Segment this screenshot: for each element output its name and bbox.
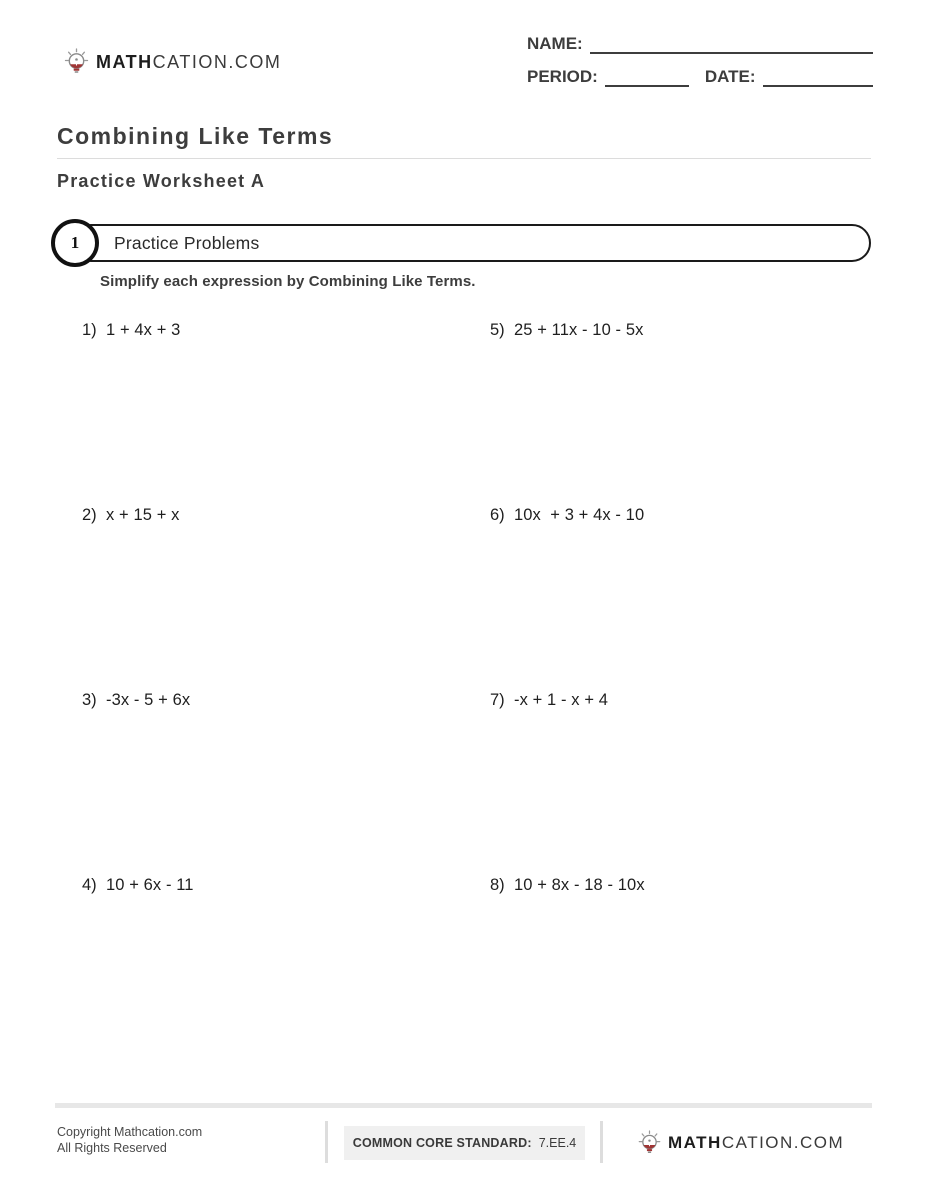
problem-7: [490, 690, 871, 875]
problem-number: 5): [490, 321, 505, 339]
problem-number: 8): [490, 876, 505, 894]
section-label: Practice Problems: [114, 232, 260, 253]
section-pill: [72, 224, 871, 262]
problem-number: 6): [490, 506, 505, 524]
problem-3: [82, 690, 490, 875]
worksheet-subtitle: Practice Worksheet A: [57, 171, 266, 191]
problem-expression: 1 + 4x + 3: [106, 321, 181, 339]
problem-expression: -3x - 5 + 6x: [106, 691, 191, 709]
title-divider: [57, 158, 871, 159]
problem-1: [82, 320, 490, 505]
footer-vertical-divider-left: [325, 1121, 328, 1163]
name-label: NAME:: [527, 34, 583, 53]
problem-4: [82, 875, 490, 1060]
common-core-standard-badge: [344, 1126, 585, 1160]
student-info-fields: [527, 34, 873, 87]
section-banner: [51, 219, 871, 267]
name-row: [527, 34, 873, 54]
problem-expression: 25 + 11x - 10 - 5x: [514, 321, 644, 339]
problem-number: 3): [82, 691, 97, 709]
footer-vertical-divider-right: [600, 1121, 603, 1163]
problem-number: 4): [82, 876, 97, 894]
problem-expression: 10x + 3 + 4x - 10: [514, 506, 645, 524]
copyright-text: [57, 1124, 202, 1156]
problem-8: [490, 875, 871, 1060]
worksheet-title: Combining Like Terms: [57, 123, 334, 149]
problem-expression: 10 + 8x - 18 - 10x: [514, 876, 645, 894]
problem-5: [490, 320, 871, 505]
problem-2: [82, 505, 490, 690]
logo-wordmark: MATHCATION.COM: [96, 51, 282, 72]
problem-number: 2): [82, 506, 97, 524]
problem-number: 7): [490, 691, 505, 709]
problem-expression: -x + 1 - x + 4: [514, 691, 609, 709]
footer-divider: [55, 1103, 872, 1108]
period-label: PERIOD:: [527, 67, 598, 86]
period-date-row: [527, 67, 873, 87]
problem-number: 1): [82, 321, 97, 339]
footer-mathcation-logo: [637, 1129, 844, 1157]
problem-6: [490, 505, 871, 690]
standard-value: 7.EE.4: [538, 1136, 577, 1150]
instruction-text: Simplify each expression by Combining Like Terms.: [100, 273, 476, 290]
name-blank-line: [590, 36, 873, 54]
logo-wordmark: MATHCATION.COM: [668, 1133, 845, 1152]
problem-expression: 10 + 6x - 11: [106, 876, 194, 894]
copyright-line-1: Copyright Mathcation.com: [57, 1125, 203, 1139]
date-blank-line: [763, 69, 873, 87]
standard-label: COMMON CORE STANDARD:: [352, 1136, 532, 1150]
period-blank-line: [605, 69, 689, 87]
lightbulb-icon: [637, 1129, 662, 1157]
copyright-line-2: All Rights Reserved: [57, 1141, 167, 1155]
mathcation-logo: [63, 47, 281, 77]
problems-grid: [82, 320, 871, 1060]
problem-expression: x + 15 + x: [106, 506, 180, 524]
date-label: DATE:: [704, 67, 756, 86]
section-number: 1: [70, 233, 80, 252]
section-number-badge: [51, 219, 99, 267]
lightbulb-icon: [63, 47, 90, 77]
